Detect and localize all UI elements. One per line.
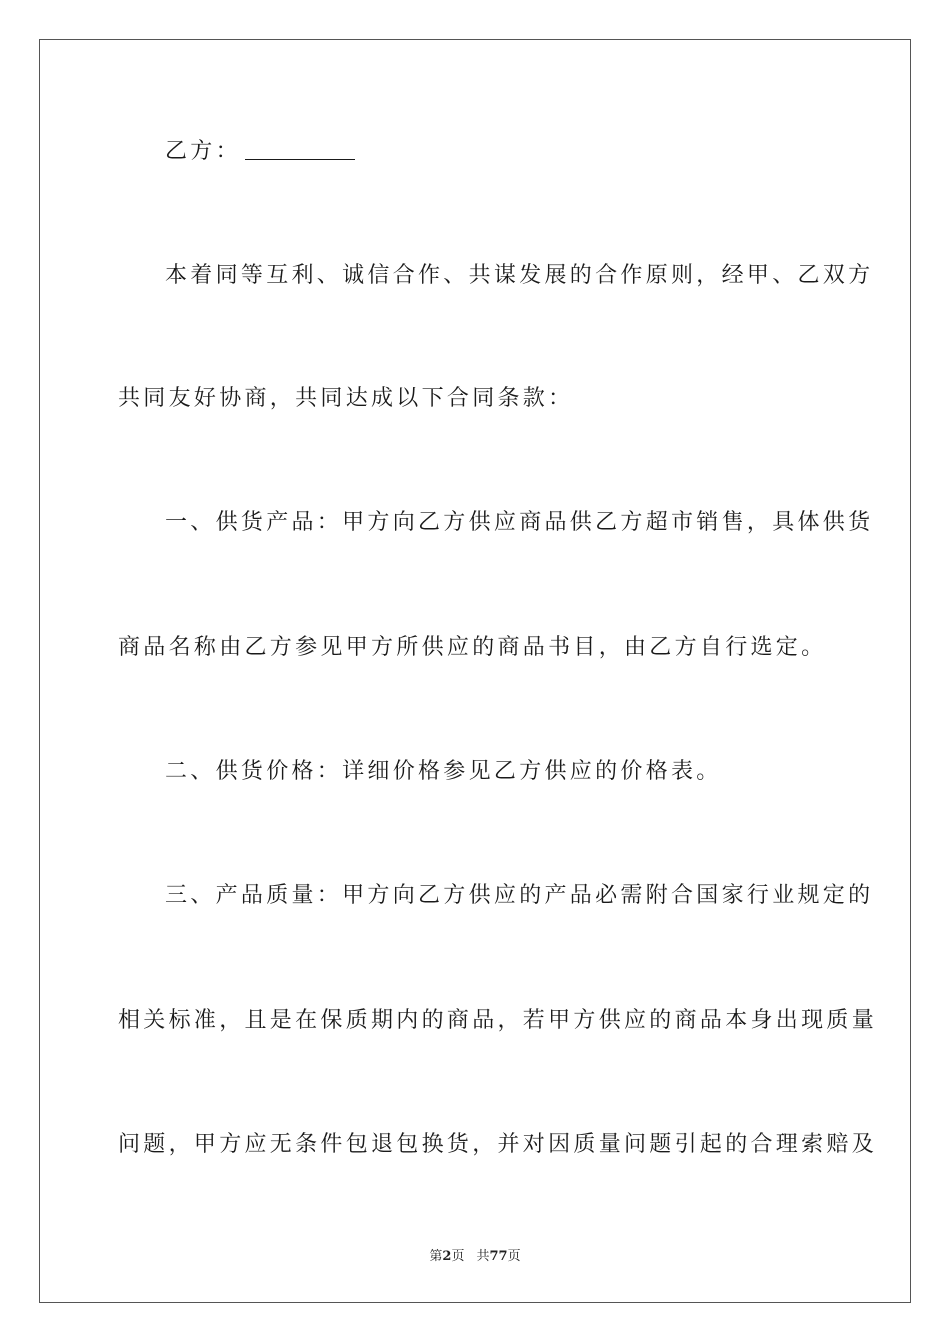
total-suffix: 页 [507, 1249, 521, 1264]
total-prefix: 共 [476, 1249, 490, 1264]
clause-1-line-2: 商品名称由乙方参见甲方所供应的商品书目，由乙方自行选定。 [118, 635, 827, 660]
paragraph-intro-line-2: 共同友好协商，共同达成以下合同条款： [118, 386, 574, 411]
clause-3-line-3: 问题，甲方应无条件包退包换货，并对因质量问题引起的合理索赔及 [118, 1132, 878, 1157]
total-pages: 77 [489, 1249, 508, 1264]
clause-1-line-1: 一、供货产品：甲方向乙方供应商品供乙方超市销售，具体供货 [165, 510, 874, 535]
page-prefix: 第 [429, 1249, 443, 1264]
paragraph-intro-line-1: 本着同等互利、诚信合作、共谋发展的合作原则，经甲、乙双方 [165, 263, 874, 288]
clause-3-line-2: 相关标准，且是在保质期内的商品，若甲方供应的商品本身出现质量 [118, 1008, 878, 1033]
party-b-blank-field[interactable] [245, 139, 355, 160]
page-number: 2 [442, 1249, 452, 1264]
page-footer [0, 1248, 950, 1266]
party-b-label: 乙方： [165, 139, 241, 164]
party-b-line [165, 137, 885, 167]
page-frame [39, 39, 911, 1303]
clause-3-line-1: 三、产品质量：甲方向乙方供应的产品必需附合国家行业规定的 [165, 883, 874, 908]
page-suffix: 页 [451, 1249, 465, 1264]
clause-2-line-1: 二、供货价格：详细价格参见乙方供应的价格表。 [165, 759, 722, 784]
